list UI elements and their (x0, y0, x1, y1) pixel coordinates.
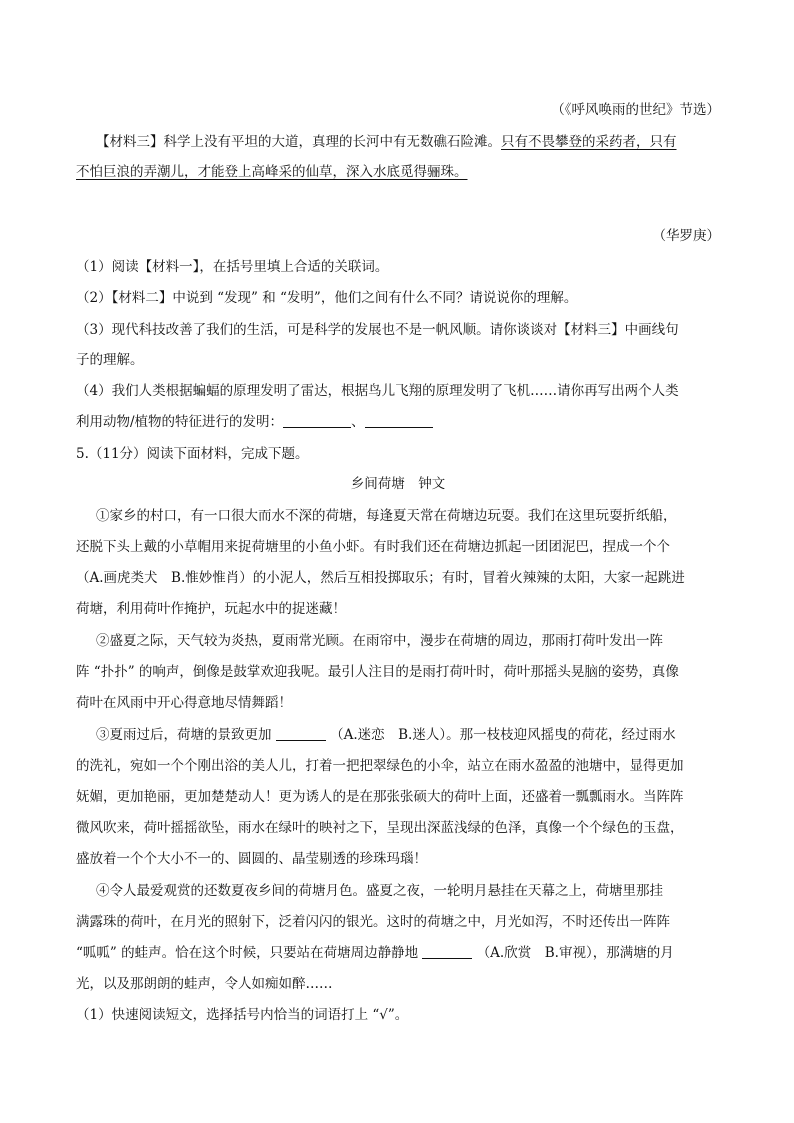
answer-blank-1[interactable] (283, 413, 351, 428)
question4-1: （1）阅读【材料一】，在括号里填上合适的关联词。 (76, 259, 389, 275)
p1-line4: 荷塘，利用荷叶作掩护，玩起水中的捉迷藏！ (76, 601, 346, 617)
p3-line1-post: （A.迷恋 B.迷人）。那一枝枝迎风摇曳的荷花，经过雨水 (330, 727, 676, 743)
material2-source: （《呼风唤雨的世纪》节选） (551, 102, 720, 118)
p2-line1: ②盛夏之际，天气较为炎热，夏雨常光顾。在雨帘中，漫步在荷塘的周边，那雨打荷叶发出一阵 (96, 633, 663, 649)
question4-4-prompt: 利用动物/植物的特征进行的发明： (76, 414, 284, 430)
question4-3-line2: 子的理解。 (76, 352, 144, 368)
p3-line5: 盛放着一个个大小不一的、圆圆的、晶莹剔透的珍珠玛瑙！ (76, 851, 427, 867)
material3-author: （华罗庚） (652, 228, 720, 244)
p4-line4: 光，以及那朗朗的蛙声，令人如痴如醉…… (76, 976, 333, 992)
p2-line3: 荷叶在风雨中开心得意地尽情舞蹈！ (76, 695, 292, 711)
p2-line2: 阵 “扑扑” 的响声，倒像是鼓掌欢迎我呢。最引人注目的是雨打荷叶时，荷叶那摇头晃脑的姿势，真像 (76, 664, 679, 680)
question5-header: 5.（11分）阅读下面材料，完成下题。 (76, 446, 309, 462)
material3-line2 (76, 162, 720, 182)
p1-line2: 还脱下头上戴的小草帽用来捉荷塘里的小鱼小虾。有时我们还在荷塘边抓起一团团泥巴，捏成一个个 (76, 539, 670, 555)
p3-line4: 微风吹来，荷叶摇摇欲坠，雨水在绿叶的映衬之下，呈现出深蓝浅绿的色泽，真像一个个绿色的玉盘， (76, 820, 684, 836)
answer-blank-p3[interactable] (276, 726, 326, 741)
p4-line3-post: （A.欣赏 B.审视），那满塘的月 (476, 945, 674, 961)
question4-3-line1: （3）现代科技改善了我们的生活，可是科学的发展也不是一帆风顺。请你谈谈对【材料三】中画线句 (76, 322, 679, 338)
p4-line3-pre: “呱呱” 的蛙声。恰在这个时候，只要站在荷塘周边静静地 (76, 945, 419, 961)
p3-line1-pre: ③夏雨过后，荷塘的景致更加 (96, 727, 272, 743)
material3-underline-b: 不怕巨浪的弄潮儿，才能登上高峰采的仙草，深入水底觅得骊珠。 (76, 164, 468, 180)
question4-4-line2 (76, 412, 720, 432)
answer-blank-p4[interactable] (422, 944, 472, 959)
question5-1: （1）快速阅读短文，选择括号内恰当的词语打上 “√”。 (76, 1007, 409, 1023)
material3-lead: 【材料三】科学上没有平坦的大道，真理的长河中有无数礁石险滩。 (96, 134, 501, 150)
p4-line3 (76, 943, 720, 963)
material3-line1 (96, 132, 720, 152)
question4-2: （2）【材料二】中说到 “发现” 和 “发明”，他们之间有什么不同？请说说你的理解。 (76, 290, 578, 306)
answer-blank-2[interactable] (365, 413, 433, 428)
p3-line3: 妩媚，更加艳丽，更加楚楚动人！更为诱人的是在那张张硕大的荷叶上面，还盛着一瓢瓢雨水。当阵阵 (76, 789, 684, 805)
blank-separator: 、 (351, 414, 365, 430)
p1-line3: （A.画虎类犬 B.惟妙惟肖）的小泥人，然后互相投掷取乐；有时，冒着火辣辣的太阳，大家一起跳进 (76, 570, 685, 586)
p1-line1: ①家乡的村口，有一口很大而水不深的荷塘，每逢夏天常在荷塘边玩耍。我们在这里玩耍折纸船， (96, 508, 677, 524)
p3-line1 (96, 725, 720, 745)
question4-4-line1: （4）我们人类根据蝙蝠的原理发明了雷达，根据鸟儿飞翔的原理发明了飞机……请你再写出两个人类 (76, 383, 679, 399)
passage-title: 乡间荷塘 钟文 (350, 476, 446, 492)
p4-line2: 满露珠的荷叶，在月光的照射下，泛着闪闪的银光。这时的荷塘之中，月光如泻，不时还传出一阵阵 (76, 914, 670, 930)
p4-line1: ④令人最爱观赏的还数夏夜乡间的荷塘月色。盛夏之夜，一轮明月悬挂在天幕之上，荷塘里那挂 (96, 883, 663, 899)
p3-line2: 的洗礼，宛如一个个刚出浴的美人儿，打着一把把翠绿色的小伞，站立在雨水盈盈的池塘中，显得更加 (76, 758, 684, 774)
material3-underline-a: 只有不畏攀登的采药者，只有 (501, 134, 677, 150)
